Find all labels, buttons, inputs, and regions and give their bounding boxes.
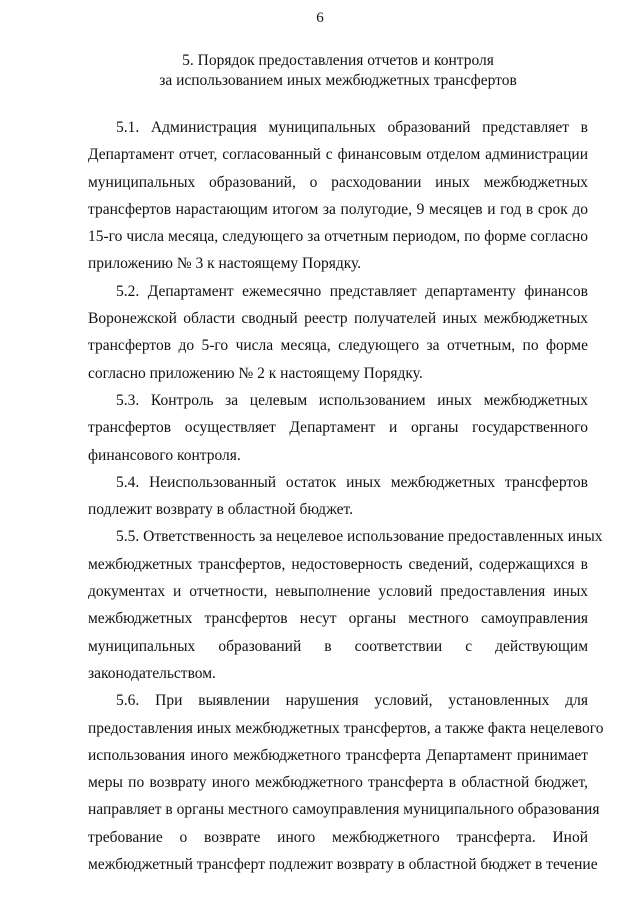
paragraph-line: межбюджетных трансфертов, недостоверность сведений, содержащихся в xyxy=(88,555,588,573)
paragraph-line: трансфертов до 5-го числа месяца, следующего за отчетным, по форме xyxy=(88,337,588,355)
section-title-line: за использованием иных межбюджетных трансфертов xyxy=(159,72,517,89)
paragraph-line: законодательством. xyxy=(88,664,216,682)
paragraph-line: требование о возврате иного межбюджетного трансферта. Иной xyxy=(88,828,588,846)
paragraph-5-3 xyxy=(88,387,588,469)
paragraph-line: 5.3. Контроль за целевым использованием иных межбюджетных xyxy=(116,391,588,409)
paragraph-line: 5.6. При выявлении нарушения условий, установленных для xyxy=(116,692,588,710)
paragraph-5-4 xyxy=(88,469,588,524)
paragraph-line: трансфертов осуществляет Департамент и органы государственного xyxy=(88,419,588,437)
paragraph-line: использования иного межбюджетного трансферта Департамент принимает xyxy=(88,746,588,764)
paragraph-line: 5.1. Администрация муниципальных образований представляет в xyxy=(116,119,588,136)
paragraph-5-6 xyxy=(88,687,604,878)
paragraph-5-1 xyxy=(88,114,588,278)
paragraph-line: меры по возврату иного межбюджетного трансферта в областной бюджет, xyxy=(88,774,588,792)
section-title xyxy=(88,51,588,91)
paragraph-line: межбюджетный трансферт подлежит возврату в областной бюджет в течение xyxy=(88,856,598,874)
paragraph-line: Департамент отчет, согласованный с финансовым отделом администрации xyxy=(88,146,588,164)
paragraph-line: 15-го числа месяца, следующего за отчетным периодом, по форме согласно xyxy=(88,228,588,246)
paragraph-line: направляет в органы местного самоуправления муниципального образования xyxy=(88,801,600,819)
paragraph-line: муниципальных образований в соответствии с действующим xyxy=(88,637,588,655)
paragraph-line: 5.2. Департамент ежемесячно представляет департаменту финансов xyxy=(116,282,588,300)
paragraph-line: трансфертов нарастающим итогом за полугодие, 9 месяцев и год в срок до xyxy=(88,200,588,218)
paragraph-line: документах и отчетности, невыполнение условий предоставления иных xyxy=(88,583,588,601)
section-title-line: 5. Порядок предоставления отчетов и контроля xyxy=(182,52,494,69)
paragraph-line: 5.4. Неиспользованный остаток иных межбюджетных трансфертов xyxy=(116,473,588,491)
page-number: 6 xyxy=(316,10,324,26)
paragraph-line: приложению № 3 к настоящему Порядку. xyxy=(88,255,362,273)
paragraph-5-5 xyxy=(88,523,603,687)
document-body xyxy=(88,114,604,878)
paragraph-line: подлежит возврату в областной бюджет. xyxy=(88,501,353,519)
paragraph-line: Воронежской области сводный реестр получателей иных межбюджетных xyxy=(88,310,588,328)
paragraph-5-2 xyxy=(88,278,588,387)
paragraph-line: межбюджетных трансфертов несут органы местного самоуправления xyxy=(88,610,588,628)
paragraph-line: 5.5. Ответственность за нецелевое использование предоставленных иных xyxy=(116,528,603,546)
paragraph-line: финансового контроля. xyxy=(88,446,241,464)
paragraph-line: согласно приложению № 2 к настоящему Порядку. xyxy=(88,364,423,382)
paragraph-line: муниципальных образований, о расходовании иных межбюджетных xyxy=(88,173,588,191)
paragraph-line: предоставления иных межбюджетных трансфертов, а также факта нецелевого xyxy=(88,719,604,737)
